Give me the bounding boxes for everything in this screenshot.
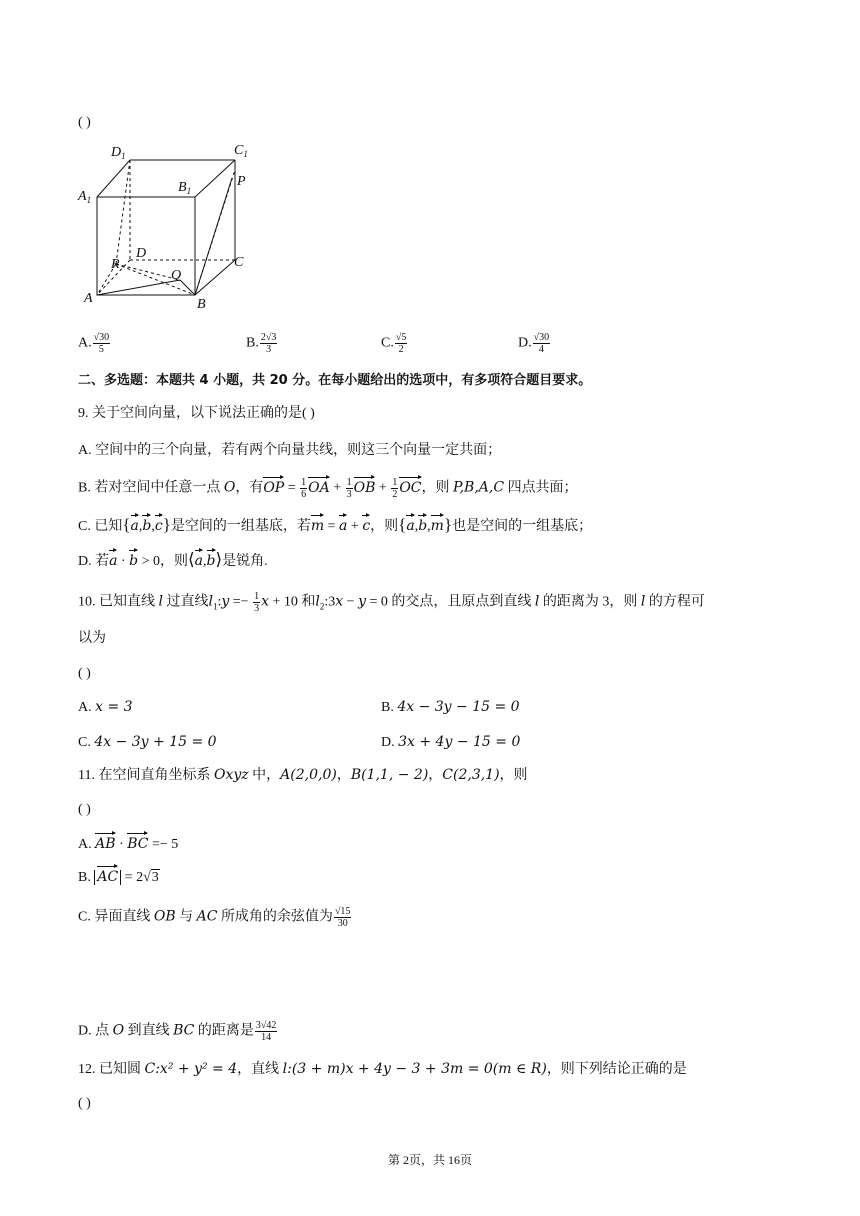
q10-option-d: D. 3x + 4y − 15 = 0 [381, 734, 521, 750]
q9-option-d: D. 若a · b > 0，则⟨a,b⟩是锐角. [78, 550, 268, 569]
q11-option-a: A. AB · BC =− 5 [78, 836, 179, 852]
label-q: Q [171, 268, 182, 283]
q9-option-b: B. 若对空间中任意一点 O，有OP = $\frac{1}{6}$ OA + $\frac{1}{3}$ OB + $\frac{1}{2}$ OC，则 P,B,A,C 四点共面； [78, 477, 578, 500]
label-a1: $A_1$ [78, 189, 92, 205]
q9-stem: 9. 关于空间向量，以下说法正确的是( ) [78, 406, 315, 421]
q8-option-c: C. $\frac{√5}{2}$ [381, 332, 407, 355]
label-d: D [136, 246, 147, 261]
q8-answer-paren: ( ) [78, 115, 91, 130]
q11-option-d: D. 点 O 到直线 BC 的距离是 $\frac{3√42}{14}$ [78, 1020, 277, 1043]
label-b1: $B_1$ [178, 180, 192, 196]
label-b: B [197, 297, 206, 312]
q10-option-b: B. 4x − 3y − 15 = 0 [381, 699, 520, 715]
q12-stem: 12. 已知圆 C:x² + y² = 4，直线 l:(3 + m)x + 4y − 3 + 3m = 0(m ∈ R)，则下列结论正确的是 [78, 1061, 687, 1077]
label-d1: $D_1$ [111, 145, 126, 161]
label-a: A [84, 291, 93, 306]
page-footer: 第 2页，共 16页 [387, 1153, 472, 1167]
q10-stem-cont: 以为 [78, 631, 106, 646]
q10-paren: ( ) [78, 666, 91, 681]
section-heading: 二、多选题：本题共 4 小题，共 20 分。在每小题给出的选项中，有多项符合题目要求。 [78, 373, 592, 388]
q10-option-a: A. x = 3 [78, 699, 133, 715]
label-c: C [234, 255, 244, 270]
q9-option-c: C. 已知{a,b,c}是空间的一组基底，若m = a + c，则{a,b,m}也是空间的一组基底； [78, 515, 593, 534]
q11-paren: ( ) [78, 802, 91, 817]
q11-stem: 11. 在空间直角坐标系 Oxyz 中，A(2,0,0)，B(1,1, − 2)，C(2,3,1)，则 [78, 767, 528, 783]
q11-option-c: C. 异面直线 OB 与 AC 所成角的余弦值为 $\frac{√15}{30}$ [78, 906, 351, 929]
q11-option-b: B. AC = 2√3 [78, 869, 159, 885]
q8-option-b: B. $\frac{2√3}{3}$ [246, 332, 277, 355]
label-p: P [237, 174, 246, 189]
q8-option-a: A. $\frac{√30}{5}$ [78, 332, 110, 355]
cube-figure [70, 140, 270, 315]
q12-paren: ( ) [78, 1096, 91, 1111]
q9-option-a: A. 空间中的三个向量，若有两个向量共线，则这三个向量一定共面； [78, 443, 502, 458]
q8-option-d: D. $\frac{√30}{4}$ [518, 332, 550, 355]
label-r: R [111, 257, 120, 272]
q10-option-c: C. 4x − 3y + 15 = 0 [78, 734, 217, 750]
q10-stem: 10. 已知直线 l 过直线$l_1:y$ =− $\frac{1}{3}$ x + 10 和$l_2:3x - y = 0$ 的交点，且原点到直线 l 的距离为 3，则 l 的方程可 [78, 591, 705, 614]
label-c1: $C_1$ [234, 143, 248, 159]
